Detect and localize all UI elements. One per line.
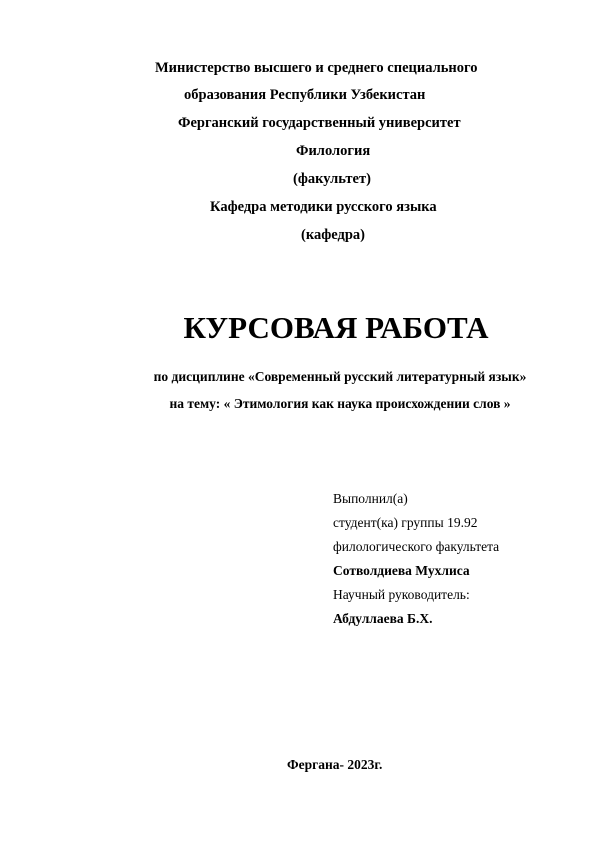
city-year: Фергана- 2023г.	[287, 757, 383, 772]
student-group: студент(ка) группы 19.92	[333, 515, 478, 530]
ministry-line-1: Министерство высшего и среднего специального	[155, 60, 478, 76]
department-name: Кафедра методики русского языка	[210, 199, 437, 215]
faculty-name: Филология	[296, 143, 371, 159]
performed-label: Выполнил(а)	[333, 491, 408, 506]
supervisor-label: Научный руководитель:	[333, 587, 470, 602]
student-faculty: филологического факультета	[333, 539, 500, 554]
ministry-line-2: образования Республики Узбекистан	[184, 87, 426, 103]
university-name: Ферганский государственный университет	[178, 115, 461, 131]
faculty-caption: (факультет)	[293, 171, 371, 187]
supervisor-name: Абдуллаева Б.Х.	[333, 611, 433, 626]
department-caption: (кафедра)	[301, 227, 365, 243]
student-name: Сотволдиева Мухлиса	[333, 563, 470, 578]
document-title: КУРСОВАЯ РАБОТА	[183, 310, 489, 345]
topic-line: на тему: « Этимология как наука происхождении слов »	[169, 396, 511, 411]
discipline-line: по дисциплине «Современный русский литературный язык»	[153, 369, 527, 384]
